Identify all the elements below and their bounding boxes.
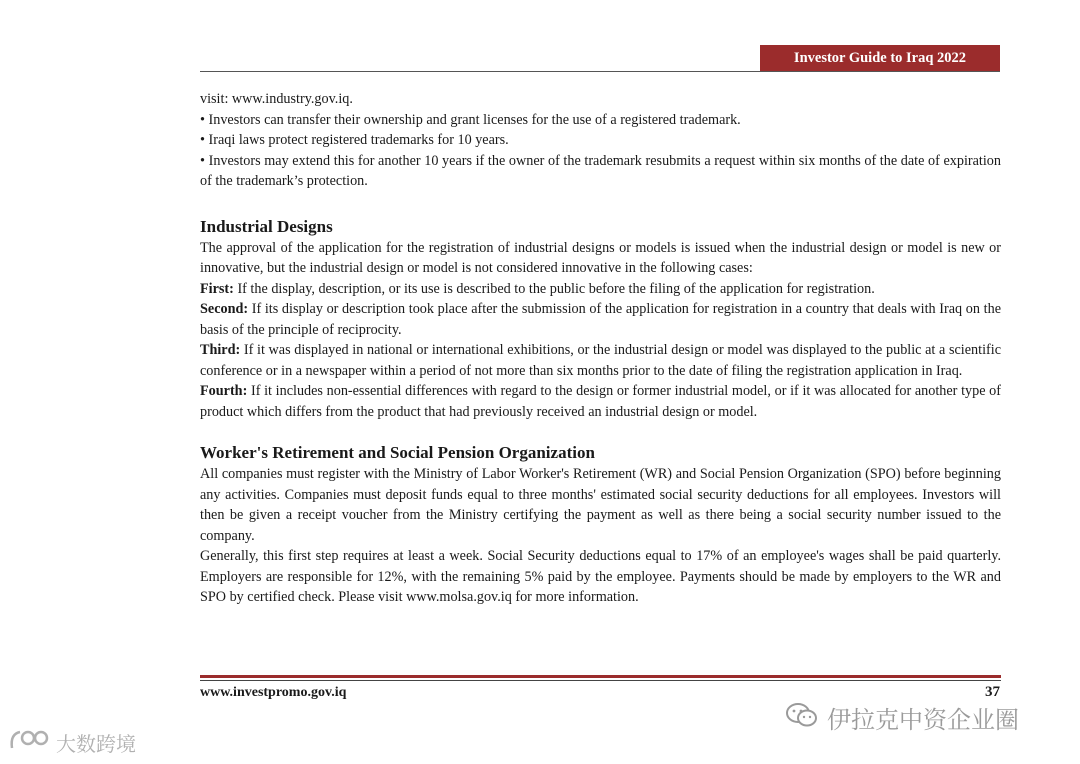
trademark-line: • Investors may extend this for another 10 years if the owner of the trademark resubmits a request within six months of the date of expiration of the trademark’s protection. — [200, 152, 1001, 189]
pension-section — [200, 442, 1001, 608]
trademark-line: • Investors can transfer their ownership and grant licenses for the use of a registered trademark. — [200, 111, 741, 128]
logo-icon — [8, 728, 50, 757]
page-content — [200, 89, 1001, 608]
footer-rule — [200, 680, 1001, 681]
watermark-left-text: 大数跨境 — [56, 732, 136, 756]
page-number: 37 — [985, 684, 1000, 700]
section-paragraph: Generally, this first step requires at least a week. Social Security deductions equal to 17% of an employee's wages shall be paid quarterly. Employers are responsible for 12%, with the remaining 5% paid by the employee. Payments should be made by employers to the WR and SPO by certified check. Please visit www.molsa.gov.iq for more information. — [200, 548, 1001, 605]
case-paragraph — [200, 279, 1001, 300]
case-text: If its display or description took place after the submission of the application for registration in a country that deals with Iraq on the basis of the principle of reciprocity. — [200, 301, 1001, 338]
case-label: Fourth: — [200, 383, 248, 399]
case-text: If the display, description, or its use is described to the public before the filing of the application for registration. — [233, 280, 875, 297]
footer-url: www.investpromo.gov.iq — [200, 685, 347, 700]
watermark-right-text: 伊拉克中资企业圈 — [827, 706, 1019, 734]
section-heading: Worker's Retirement and Social Pension Organization — [200, 443, 595, 462]
header-title-tab — [760, 45, 1000, 72]
trademark-section — [200, 89, 1001, 192]
wechat-icon — [785, 701, 819, 735]
section-intro: The approval of the application for the registration of industrial designs or models is issued when the industrial design or model is new or innovative, but the industrial design or model is not considered innovative in the following cases: — [200, 239, 1001, 276]
industrial-designs-section — [200, 216, 1001, 423]
section-heading: Industrial Designs — [200, 216, 333, 236]
case-paragraph — [200, 340, 1001, 381]
trademark-line: visit: www.industry.gov.iq. — [200, 91, 353, 107]
header-rule — [200, 71, 1000, 72]
watermark-left — [8, 728, 136, 757]
header-title: Investor Guide to Iraq 2022 — [793, 50, 967, 66]
trademark-line: • Iraqi laws protect registered trademarks for 10 years. — [200, 132, 509, 148]
footer-rule-accent — [200, 675, 1001, 678]
watermark-right — [785, 700, 1019, 735]
case-paragraph — [200, 299, 1001, 340]
case-paragraph — [200, 381, 1001, 422]
case-label: Second: — [200, 301, 249, 317]
section-paragraph: All companies must register with the Ministry of Labor Worker's Retirement (WR) and Social Pension Organization (SPO) before beginning any activities. Companies must deposit funds equal to three months' estimated social security deductions for all employees. Investors will then be given a receipt voucher from the Ministry certifying the payment as well as there being a social security number issued to the company. — [200, 466, 1001, 544]
case-text: If it was displayed in national or international exhibitions, or the industrial design or model was displayed to the public at a scientific conference or in a newspaper within a period of not more than six months prior to the date of filing the registration application in Iraq. — [200, 342, 1001, 379]
case-label: Third: — [200, 342, 241, 358]
case-text: If it includes non-essential differences with regard to the design or former industrial model, or if it was allocated for another type of product which differs from the product that had previously received an industrial design or model. — [200, 383, 1001, 420]
case-label: First: — [200, 280, 234, 297]
